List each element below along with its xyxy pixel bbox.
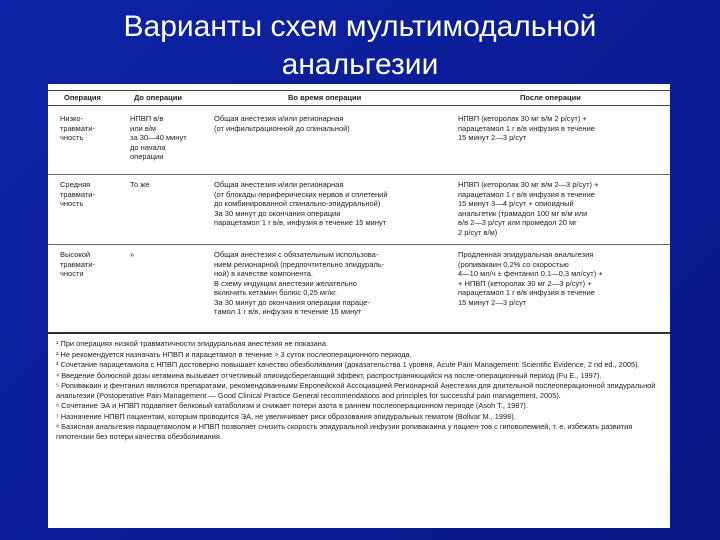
row2-before: То же [130,180,150,189]
header-after: После операции [520,93,581,102]
row1-after: НПВП (кеторолак 30 мг в/м 2 р/сут) + парацетамол 1 г в/в инфузия в течение 15 минут 2—3 р/сут [458,114,595,142]
footnote-1: ¹ При операциях низкой травматичности эпидуральная анестезия не показана. [56,339,328,348]
row2-during: Общая анестезия и/или регионарная (от блокады периферических нервов и сплетений до комбинированной спинально-эпидуральной) За 30 минут до окончания операции парацетамол 1 г в/в, инфузия в течение 15 минут [214,180,388,227]
row1-operation: Низко- травмати- чность [60,114,95,142]
slide-title-line-1: Варианты схем мультимодальной [123,10,597,43]
row1-during: Общая анестезия и/или регионарная (от инфильтрационной до спинальной) [214,114,350,133]
table-header-row [48,90,670,106]
footnote-2: ² Не рекомендуется назначать НПВП и парацетамол в течение > 3 суток послеоперационного периода. [56,349,412,359]
row3-before: » [130,250,135,259]
row2-operation: Средняя травмати- чность [60,180,95,208]
footnote-3: ³ Сочетание парацетамола с НПВП достоверно повышает качество обезболивания (доказательства 1 уровня, Acute Pain Management: Scientific Evidence, 2 nd ed., 2005). [56,360,640,370]
row-divider [48,244,670,245]
header-before: До операции [134,93,182,102]
row1-before: НПВП в/в или в/м за 30—40 минут до начала операции [130,114,187,161]
slide-title [0,8,720,84]
row2-after: НПВП (кеторолак 30 мг в/м 2—3 р/сут) + парацетамол 1 г в/в инфузия в течение 15 минут 3—4 р/сут + опиоидный анальгетик (трамадол 100 мг в/м или в/в 2—3 р/сут или промедол 20 мг 2 р/сут в/м) [458,180,599,237]
header-operation: Операция [64,93,101,102]
row-divider [48,174,670,175]
row3-operation: Высокой травмати- чности [60,250,95,278]
footnote-7: ⁷ Назначение НПВП пациентам, которым проводится ЭА, не увеличивает риск образования эпидуральных гематом (Bolivar M., 1998). [56,411,516,421]
footnote-4: ⁴ Введение болюсной дозы кетамина вызывает отчетливый опиоидсберегающий эффект, распространяющийся на после-операционный период (Fu E., 1997). [56,370,602,380]
table-bottom-rule [48,332,670,334]
footnotes [56,339,662,442]
row3-during: Общая анестезия с обязательным использова- нием регионарной (предпочтительно эпидураль- ной) в качестве компонента. В схему индукции анестезии желательно включить кетамин болюс 0,25 мг/кг. За 30 минут до окончания операции параце- тамол 1 г в/в, инфузия в течение 15 минут [214,250,385,316]
row3-after: Продленная эпидуральная анальгезия (ропивакаин 0,2% со скоростью 4—10 мл/ч ± фентанил 0,1—0,3 мл/сут) + + НПВП (кеторолак 30 мг 2—3 р/сут) + парацетамол 1 г в/в инфузия в течение 15 минут 2—3 р/сут [458,250,603,307]
footnote-5: ⁵ Ропивакаин и фентанил являются препаратами, рекомендованными Европейской Ассоциацией Регионарной Анестезии для длительной послеоперационной эпидуральной анальгезии (Postoperative Pain Management — Good Clinical Practice General recommendations and principles for successful pain management, 2005). [56,381,656,400]
footnote-6: ⁶ Сочетание ЭА и НПВП подавляет белковый катаболизм и снижает потери азота в раннем послеоперационном периоде (Asoh T., 1987). [56,401,528,411]
footnote-8: ⁸ Базисная анальгезия парацетамолом и НПВП позволяет снизить скорость эпидуральной инфузии ропивакаина у пациен-тов с гиповолемией, т. е. избежать развития гипотензии без потери качества обезболивания. [56,422,633,441]
slide-title-line-2: анальгезии [281,48,439,81]
document-table-image [48,84,670,528]
header-during: Во время операции [288,93,362,102]
